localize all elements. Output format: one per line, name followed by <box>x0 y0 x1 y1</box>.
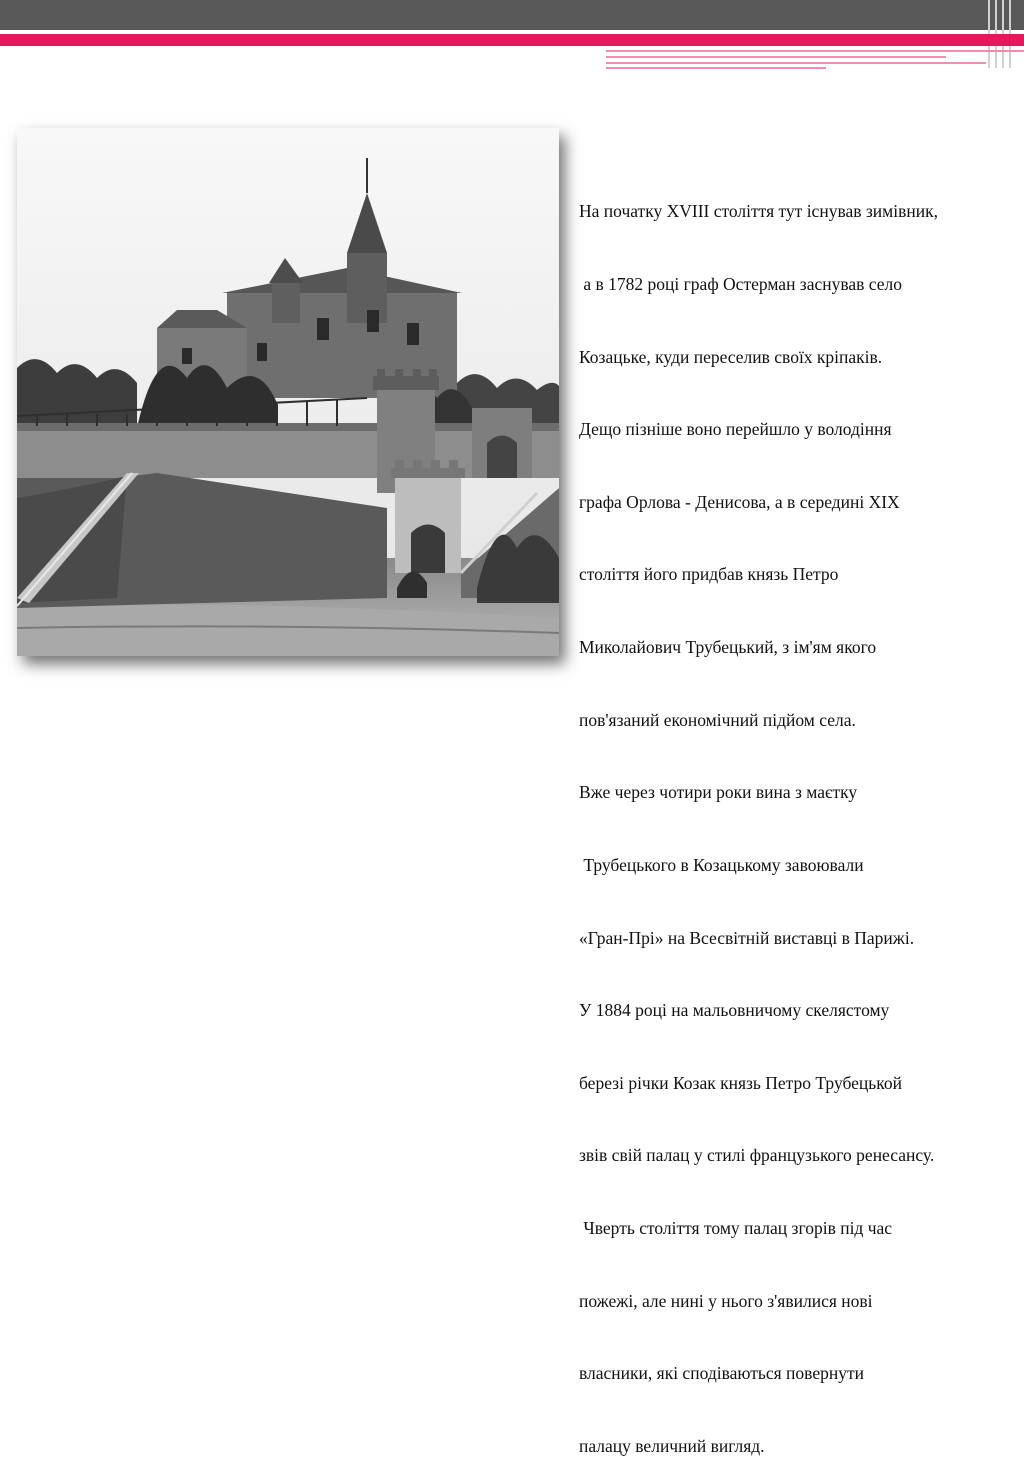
palace-illustration <box>17 128 559 656</box>
text-line: століття його придбав князь Петро <box>579 564 839 585</box>
text-line: пожежі, але нині у нього з'явилися нові <box>579 1290 873 1311</box>
text-line: У 1884 році на мальовничому скелястому <box>579 1000 890 1021</box>
text-line: палацу величний вигляд. <box>579 1435 765 1456</box>
top-bar <box>0 0 1024 30</box>
palace-photo <box>17 128 559 656</box>
text-line: Миколайович Трубецький, з ім'ям якого <box>579 637 877 658</box>
body-text <box>579 151 1019 1482</box>
text-line: На початку XVIII століття тут існував зимівник, <box>579 201 938 222</box>
text-line: «Гран-Прі» на Всесвітній виставці в Парижі. <box>579 927 915 948</box>
text-line: а в 1782 році граф Остерман заснував село <box>579 274 903 295</box>
text-line: березі річки Козак князь Петро Трубецькой <box>579 1072 902 1093</box>
accent-band <box>0 34 1024 46</box>
text-line: Дещо пізніше воно перейшло у володіння <box>579 419 892 440</box>
text-line: пов'язаний економічний підйом села. <box>579 709 856 730</box>
text-line: Чверть століття тому палац згорів під час <box>579 1217 893 1238</box>
text-line: Трубецького в Козацькому завоювали <box>579 854 864 875</box>
text-line: Козацьке, куди переселив своїх кріпаків. <box>579 346 883 367</box>
text-line: власники, які сподіваються повернути <box>579 1363 864 1384</box>
gate-tower <box>391 460 465 573</box>
text-line: звів свій палац у стилі французького ренесансу. <box>579 1145 935 1166</box>
text-line: графа Орлова - Денисова, а в середині XIX <box>579 491 900 512</box>
text-line: Вже через чотири роки вина з маєтку <box>579 782 858 803</box>
